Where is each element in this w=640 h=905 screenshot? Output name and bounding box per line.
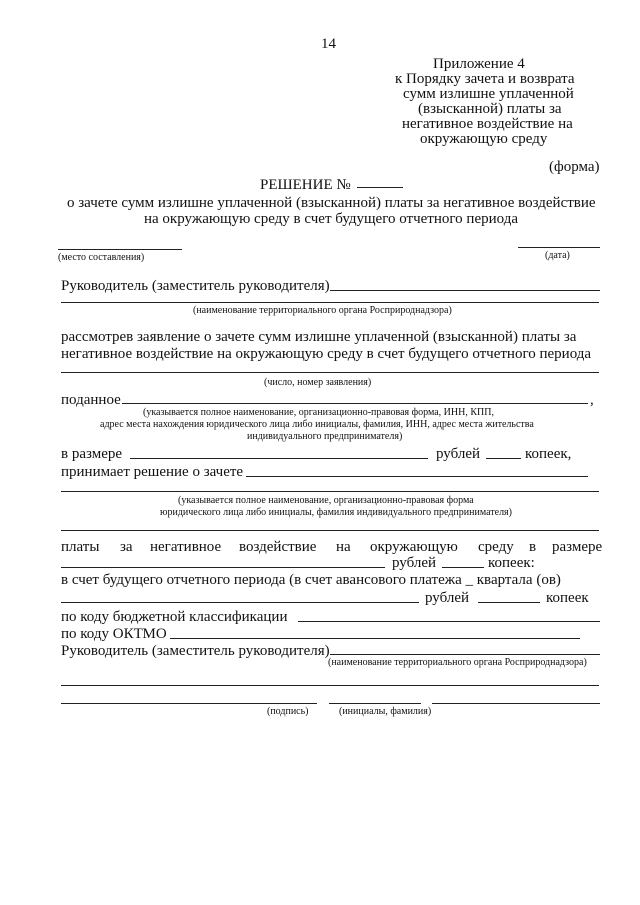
decides-label: принимает решение о зачете bbox=[61, 464, 244, 480]
head-label: Руководитель (заместитель руководителя) bbox=[61, 278, 330, 294]
submitted-comma: , bbox=[590, 392, 594, 408]
appendix-line: сумм излишне уплаченной bbox=[403, 86, 574, 102]
payments-word: в bbox=[529, 539, 537, 555]
payments-word: окружающую bbox=[370, 539, 458, 555]
appendix-line: окружающую среду bbox=[420, 131, 548, 147]
considering-line: негативное воздействие на окружающую среду в счет будущего отчетного периода bbox=[61, 346, 592, 362]
head-caption: (наименование территориального органа Росприроднадзора) bbox=[193, 305, 452, 316]
payments-word: среду bbox=[478, 539, 514, 555]
head2-line bbox=[330, 654, 600, 655]
signature-line-3 bbox=[432, 703, 600, 704]
payments-kopecks: копеек: bbox=[488, 555, 535, 571]
submitted-line bbox=[122, 403, 588, 404]
considering-line: рассмотрев заявление о зачете сумм излишне уплаченной (взысканной) платы за bbox=[61, 329, 577, 345]
amount-kopecks: копеек, bbox=[525, 446, 572, 462]
amount-kopecks-line bbox=[486, 458, 521, 459]
page-number: 14 bbox=[321, 36, 336, 52]
payments-kopecks-line bbox=[442, 567, 484, 568]
amount-rubles-line bbox=[130, 458, 428, 459]
decides-caption: (указывается полное наименование, организационно-правовая форма bbox=[178, 495, 474, 506]
signature-caption: (подпись) bbox=[267, 706, 309, 717]
decides-line-2 bbox=[61, 491, 599, 492]
title-line: на окружающую среду в счет будущего отчетного периода bbox=[144, 211, 518, 227]
future-kopecks: копеек bbox=[546, 590, 589, 606]
future-rubles: рублей bbox=[425, 590, 470, 606]
oktmo-line bbox=[170, 638, 580, 639]
form-label: (форма) bbox=[549, 159, 600, 175]
head2-caption: (наименование территориального органа Росприроднадзора) bbox=[328, 657, 587, 668]
appendix-line: (взысканной) платы за bbox=[418, 101, 562, 117]
initials-caption: (инициалы, фамилия) bbox=[339, 706, 432, 717]
place-line bbox=[58, 249, 182, 250]
appendix-line: к Порядку зачета и возврата bbox=[395, 71, 575, 87]
application-caption: (число, номер заявления) bbox=[264, 377, 372, 388]
submitted-caption: индивидуального предпринимателя) bbox=[247, 431, 403, 442]
place-caption: (место составления) bbox=[58, 252, 145, 263]
amount-rubles: рублей bbox=[436, 446, 481, 462]
payments-rubles: рублей bbox=[392, 555, 437, 571]
kbk-line bbox=[298, 621, 600, 622]
appendix-line: Приложение 4 bbox=[433, 56, 525, 72]
head2-label: Руководитель (заместитель руководителя) bbox=[61, 643, 330, 659]
future-line: в счет будущего отчетного периода (в счет авансового платежа _ квартала (ов) bbox=[61, 572, 561, 588]
payments-word: воздействие bbox=[239, 539, 317, 555]
signature-line bbox=[61, 703, 317, 704]
head2-line-2 bbox=[61, 685, 599, 686]
decision-title: РЕШЕНИЕ № bbox=[260, 177, 351, 193]
title-line: о зачете сумм излишне уплаченной (взысканной) платы за негативное воздействие bbox=[67, 195, 596, 211]
decides-caption: юридического лица либо инициалы, фамилия индивидуального предпринимателя) bbox=[160, 507, 512, 518]
decides-line bbox=[246, 476, 588, 477]
payments-rubles-line bbox=[61, 567, 385, 568]
decides-line-3 bbox=[61, 530, 599, 531]
future-kopecks-line bbox=[478, 602, 540, 603]
kbk-label: по коду бюджетной классификации bbox=[61, 609, 288, 625]
signature-line-2 bbox=[329, 703, 421, 704]
oktmo-label: по коду ОКТМО bbox=[61, 626, 167, 642]
future-rubles-line bbox=[61, 602, 419, 603]
payments-word: размере bbox=[552, 539, 603, 555]
date-caption: (дата) bbox=[545, 250, 570, 261]
decision-number-line bbox=[357, 187, 403, 188]
application-line bbox=[61, 372, 599, 373]
payments-word: негативное bbox=[150, 539, 222, 555]
head-line-2 bbox=[61, 302, 599, 303]
submitted-caption: адрес места нахождения юридического лица либо инициалы, фамилия, ИНН, адрес места жительства bbox=[100, 419, 534, 430]
appendix-line: негативное воздействие на bbox=[402, 116, 573, 132]
payments-word: на bbox=[336, 539, 351, 555]
submitted-label: поданное bbox=[61, 392, 121, 408]
amount-label: в размере bbox=[61, 446, 123, 462]
head-line bbox=[330, 290, 600, 291]
payments-word: за bbox=[120, 539, 133, 555]
payments-word: платы bbox=[61, 539, 100, 555]
date-line bbox=[518, 247, 600, 248]
submitted-caption: (указывается полное наименование, организационно-правовая форма, ИНН, КПП, bbox=[143, 407, 494, 418]
